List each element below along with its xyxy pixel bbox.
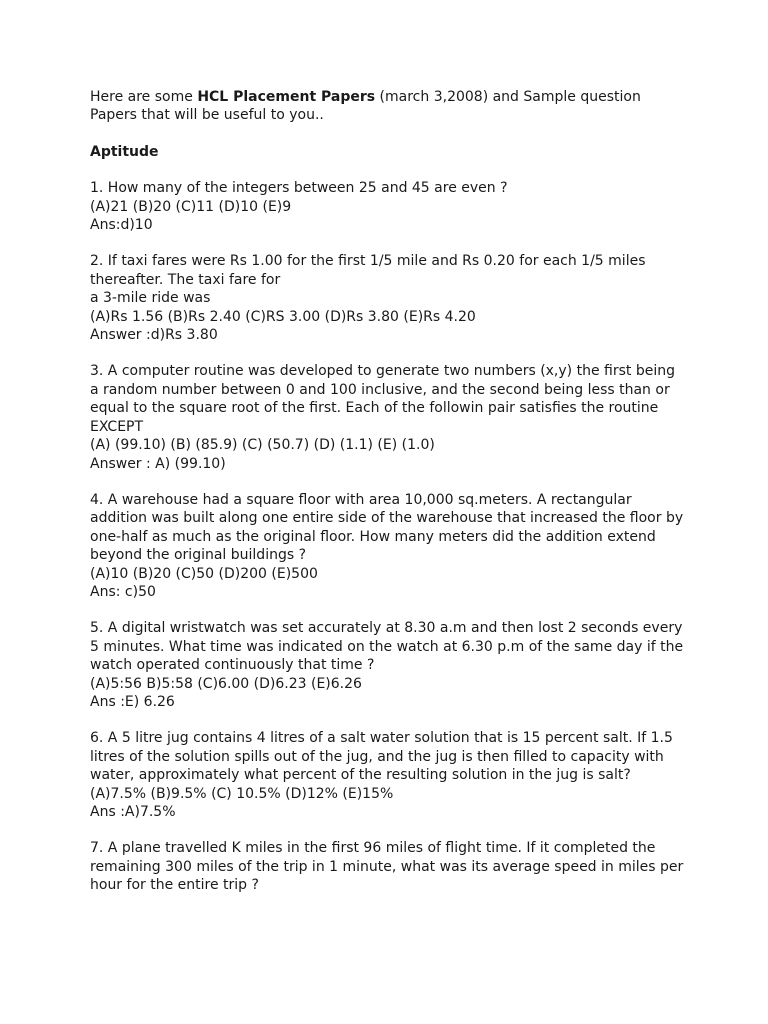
question-line: thereafter. The taxi fare for [90, 271, 281, 288]
question-line: hour for the entire trip ? [90, 877, 259, 894]
intro-bold-title: HCL Placement Papers [197, 89, 376, 105]
question-line: 1. How many of the integers between 25 and 45 are even ? [90, 180, 508, 197]
question-line: 2. If taxi fares were Rs 1.00 for the first 1/5 mile and Rs 0.20 for each 1/5 miles [90, 253, 646, 270]
question-line: 7. A plane travelled K miles in the first 96 miles of flight time. If it completed the [90, 840, 656, 857]
question-line: litres of the solution spills out of the jug, and the jug is then filled to capacity with [90, 748, 664, 765]
question-line: Answer :d)Rs 3.80 [90, 327, 218, 344]
question-7 [90, 839, 690, 894]
question-line: Ans: c)50 [90, 583, 156, 600]
question-line: watch operated continuously that time ? [90, 657, 375, 674]
question-line: Ans :A)7.5% [90, 804, 176, 820]
question-line: 4. A warehouse had a square floor with area 10,000 sq.meters. A rectangular [90, 491, 632, 508]
question-line: 3. A computer routine was developed to generate two numbers (x,y) the first being [90, 363, 675, 380]
question-list [90, 179, 690, 894]
question-1 [90, 179, 690, 234]
question-6 [90, 729, 690, 821]
question-line: beyond the original buildings ? [90, 547, 307, 564]
question-line: (A)7.5% (B)9.5% (C) 10.5% (D)12% (E)15% [90, 785, 394, 802]
question-2 [90, 252, 690, 344]
intro-paragraph [90, 88, 690, 125]
question-line: Ans:d)10 [90, 217, 153, 234]
question-line: 5 minutes. What time was indicated on the watch at 6.30 p.m of the same day if the [90, 638, 684, 655]
intro-text-before: Here are some [90, 89, 198, 105]
question-line: (A)21 (B)20 (C)11 (D)10 (E)9 [90, 198, 292, 215]
document-page [90, 88, 690, 913]
question-line: a 3-mile ride was [90, 290, 211, 307]
question-line: EXCEPT [90, 418, 144, 435]
question-line: equal to the square root of the first. Each of the followin pair satisfies the routine [90, 400, 659, 417]
question-line: 5. A digital wristwatch was set accurately at 8.30 a.m and then lost 2 seconds every [90, 620, 683, 637]
intro-line-1 [90, 88, 690, 106]
question-4 [90, 491, 690, 601]
question-3 [90, 362, 690, 472]
question-line: (A)10 (B)20 (C)50 (D)200 (E)500 [90, 565, 318, 582]
question-line: remaining 300 miles of the trip in 1 minute, what was its average speed in miles per [90, 858, 684, 875]
question-line: one-half as much as the original floor. How many meters did the addition extend [90, 528, 656, 545]
intro-line-2: Papers that will be useful to you.. [90, 107, 324, 124]
question-line: 6. A 5 litre jug contains 4 litres of a salt water solution that is 15 percent salt. If 1.5 [90, 730, 673, 747]
question-line: (A) (99.10) (B) (85.9) (C) (50.7) (D) (1.1) (E) (1.0) [90, 437, 435, 454]
question-line: a random number between 0 and 100 inclusive, and the second being less than or [90, 381, 670, 398]
question-line: (A)Rs 1.56 (B)Rs 2.40 (C)RS 3.00 (D)Rs 3.80 (E)Rs 4.20 [90, 308, 476, 325]
question-5 [90, 619, 690, 711]
intro-text-after: (march 3,2008) and Sample question [375, 89, 641, 105]
question-line: addition was built along one entire side of the warehouse that increased the floor by [90, 510, 684, 527]
section-heading: Aptitude [90, 143, 159, 160]
question-line: (A)5:56 B)5:58 (C)6.00 (D)6.23 (E)6.26 [90, 675, 362, 692]
question-line: Answer : A) (99.10) [90, 455, 226, 472]
question-line: water, approximately what percent of the resulting solution in the jug is salt? [90, 767, 631, 784]
question-line: Ans :E) 6.26 [90, 693, 175, 710]
